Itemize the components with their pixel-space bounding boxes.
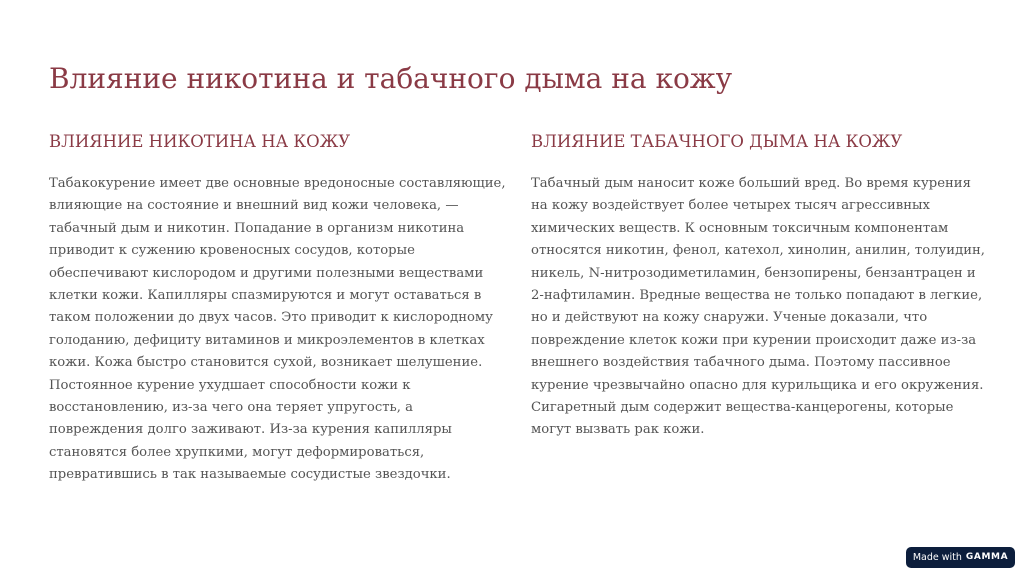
gamma-logo: GAMMA <box>965 552 1009 562</box>
column-text-nicotine: Табакокурение имеет две основные вредоносные составляющие, влияющие на состояние и внешний вид кожи человека, — табачный дым и никотин. Попадание в организм никотина приводит к сужению кровеносных сосудов, которые обеспечивают кислородом и другими полезными веществами клетки кожи. Капилляры спазмируются и могут оставаться в таком положении до двух часов. Это приводит к кислородному голоданию, дефициту витаминов и микроэлементов в клетках кожи. Кожа быстро становится сухой, возникает шелушение. Постоянное курение ухудшает способности кожи к восстановлению, из-за чего она теряет упругость, а повреждения долго заживают. Из-за курения капилляры становятся более хрупкими, могут деформироваться, превратившись в так называемые сосудистые звездочки. <box>49 176 506 483</box>
badge-prefix: Made with <box>912 552 962 563</box>
made-with-gamma-badge[interactable] <box>906 547 1015 568</box>
column-nicotine <box>49 131 509 487</box>
slide-title: Влияние никотина и табачного дыма на кожу <box>49 62 733 95</box>
column-heading-smoke: ВЛИЯНИЕ ТАБАЧНОГО ДЫМА НА КОЖУ <box>531 132 903 151</box>
column-heading-nicotine: ВЛИЯНИЕ НИКОТИНА НА КОЖУ <box>49 132 351 151</box>
column-text-smoke: Табачный дым наносит коже больший вред. Во время курения на кожу воздействует более четырех тысяч агрессивных химических веществ. К основным токсичным компонентам относятся никотин, фенол, катехол, хинолин, анилин, толуидин, никель, N-нитрозодиметиламин, бензопирены, бензантрацен и 2-нафтиламин. Вредные вещества не только попадают в легкие, но и действуют на кожу снаружи. Ученые доказали, что повреждение клеток кожи при курении происходит даже из-за внешнего воздействия табачного дыма. Поэтому пассивное курение чрезвычайно опасно для курильщика и его окружения. Сигаретный дым содержит вещества-канцерогены, которые могут вызвать рак кожи. <box>531 176 985 438</box>
column-smoke <box>531 131 986 442</box>
